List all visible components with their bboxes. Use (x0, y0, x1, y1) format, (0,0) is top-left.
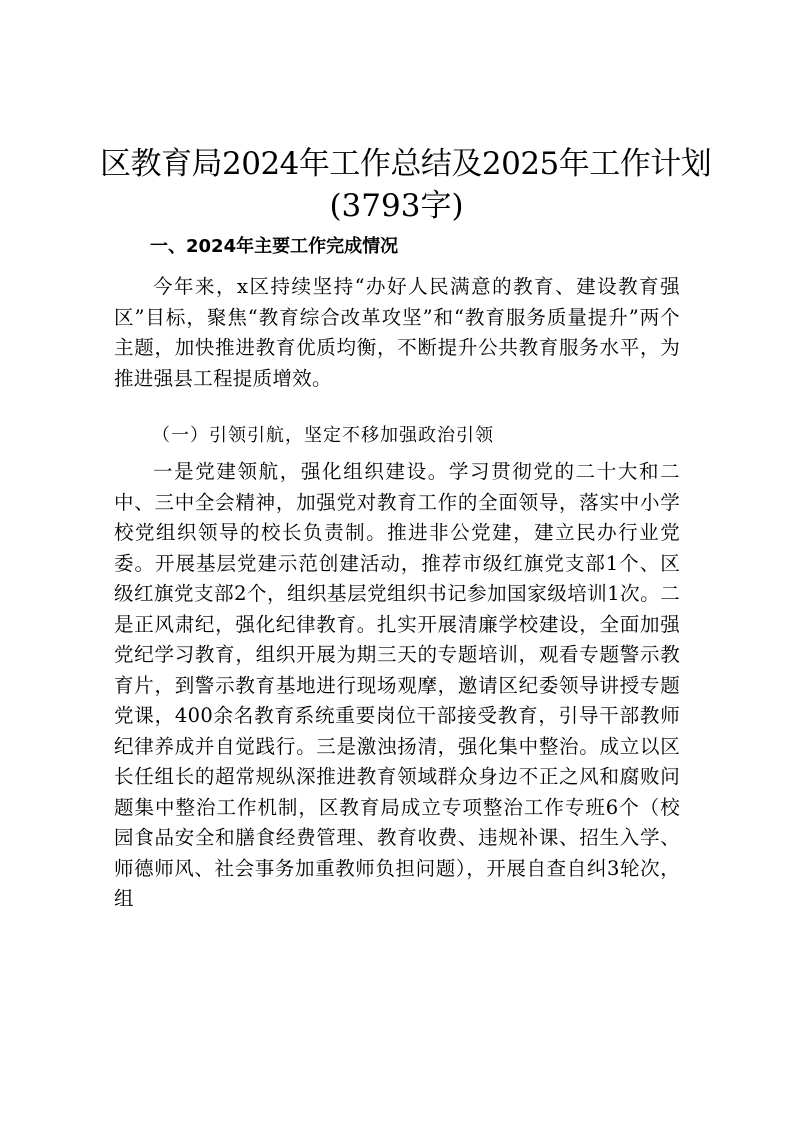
body-paragraph: 一是党建领航，强化组织建设。学习贯彻党的二十大和二中、三中全会精神，加强党对教育工作的全面领导，落实中小学校党组织领导的校长负责制。推进非公党建，建立民办行业党委。开展基层党建示范创建活动，推荐市级红旗党支部1个、区级红旗党支部2个，组织基层党组织书记参加国家级培训1次。二是正风肃纪，强化纪律教育。扎实开展清廉学校建设，全面加强党纪学习教育，组织开展为期三天的专题培训，观看专题警示教育片，到警示教育基地进行现场观摩，邀请区纪委领导讲授专题党课，400余名教育系统重要岗位干部接受教育，引导干部教师纪律养成并自觉践行。三是激浊扬清，强化集中整治。成立以区长任组长的超常规纵深推进教育领域群众身边不正之风和腐败问题集中整治工作机制，区教育局成立专项整治工作专班6个（校园食品安全和膳食经费管理、教育收费、违规补课、招生入学、师德师风、社会事务加重教师负担问题），开展自查自纠3轮次，组 (114, 460, 680, 910)
document-title: 区教育局2024年工作总结及2025年工作计划 (100, 146, 712, 182)
document-title-wordcount: (3793字) (329, 188, 464, 224)
subsection-heading: （一）引领引航，坚定不移加强政治引领 (152, 425, 494, 446)
intro-paragraph: 今年来，x区持续坚持“办好人民满意的教育、建设教育强区”目标，聚焦“教育综合改革攻坚”和“教育服务质量提升”两个主题，加快推进教育优质均衡，不断提升公共教育服务水平，为推进强县工程提质增效。 (114, 275, 680, 390)
section-heading: 一、2024年主要工作完成情况 (150, 236, 399, 257)
